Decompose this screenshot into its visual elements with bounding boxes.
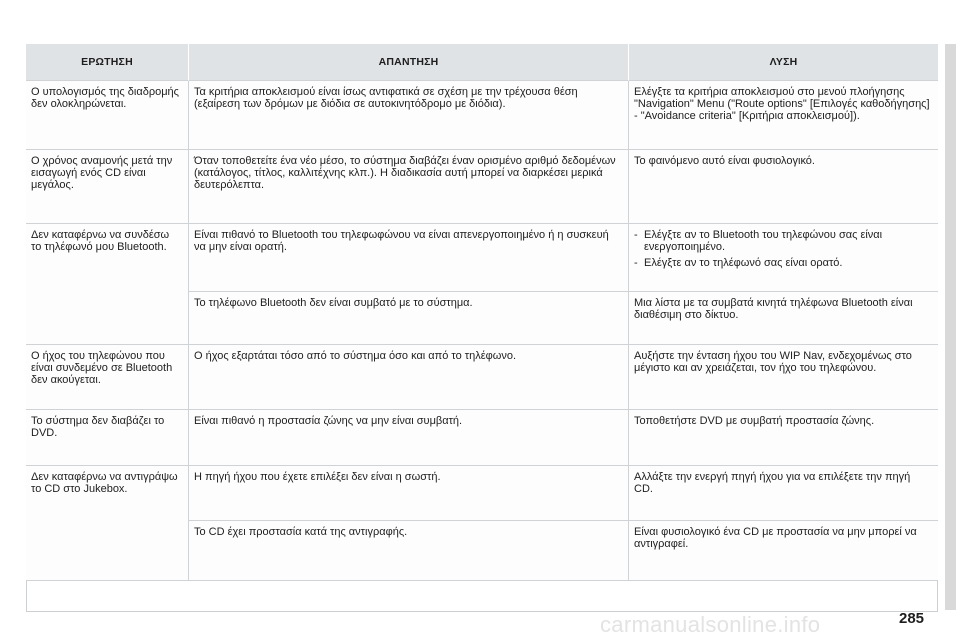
question-cell: Δεν καταφέρνω να συνδέσω το τηλέφωνό μου Bluetooth. (26, 224, 189, 345)
faq-table (26, 44, 938, 581)
question-cell: Δεν καταφέρνω να αντιγράψω το CD στο Jukebox. (26, 466, 189, 581)
solution-cell: Είναι φυσιολογικό ένα CD με προστασία να μην μπορεί να αντιγραφεί. (629, 521, 938, 581)
solution-cell: Μια λίστα με τα συμβατά κινητά τηλέφωνα Bluetooth είναι διαθέσιμη στο δίκτυο. (629, 292, 938, 345)
answer-cell: Όταν τοποθετείτε ένα νέο μέσο, το σύστημα διαβάζει έναν ορισμένο αριθμό δεδομένων (κατάλογος, τίτλος, καλλιτέχνης κλπ.). Η διαδικασία αυτή μπορεί να διαρκέσει μερικά δευτερόλεπτα. (189, 150, 629, 224)
solution-cell (629, 224, 938, 292)
question-cell: Ο υπολογισμός της διαδρομής δεν ολοκληρώνεται. (26, 81, 189, 150)
table-header-row (26, 44, 938, 81)
table-row (26, 224, 938, 292)
watermark: carmanualsonline.info (600, 612, 821, 637)
question-cell: Ο ήχος του τηλεφώνου που είναι συνδεμένο σε Bluetooth δεν ακούγεται. (26, 345, 189, 410)
solution-cell: Αλλάξτε την ενεργή πηγή ήχου για να επιλέξετε την πηγή CD. (629, 466, 938, 521)
header-solution: ΛΥΣΗ (629, 44, 938, 81)
page-edge-band (945, 44, 956, 610)
table-row (26, 150, 938, 224)
page-number: 285 (899, 610, 925, 627)
answer-cell: Ο ήχος εξαρτάται τόσο από το σύστημα όσο και από το τηλέφωνο. (189, 345, 629, 410)
answer-cell: Είναι πιθανό η προστασία ζώνης να μην είναι συμβατή. (189, 410, 629, 466)
answer-cell: Είναι πιθανό το Bluetooth του τηλεφωφώνου να είναι απενεργοποιημένο ή η συσκευή να μην είναι ορατή. (189, 224, 629, 292)
answer-cell: Τα κριτήρια αποκλεισμού είναι ίσως αντιφατικά σε σχέση με την τρέχουσα θέση (εξαίρεση των δρόμων με διόδια σε αυτοκινητόδρομο με διόδια). (189, 81, 629, 150)
solution-cell: Τοποθετήστε DVD με συμβατή προστασία ζώνης. (629, 410, 938, 466)
answer-cell: Το CD έχει προστασία κατά της αντιγραφής. (189, 521, 629, 581)
answer-cell: Το τηλέφωνο Bluetooth δεν είναι συμβατό με το σύστημα. (189, 292, 629, 345)
solution-list (634, 229, 932, 269)
table-row (26, 345, 938, 410)
solution-cell: Ελέγξτε τα κριτήρια αποκλεισμού στο μενού πλοήγησης "Navigation" Menu ("Route options" [Επιλογές καθοδήγησης] - "Avoidance criteria" [Κριτήρια αποκλεισμού]). (629, 81, 938, 150)
solution-cell: Το φαινόμενο αυτό είναι φυσιολογικό. (629, 150, 938, 224)
table-row (26, 410, 938, 466)
table-row (26, 466, 938, 521)
list-item: - Ελέγξτε αν το Bluetooth του τηλεφώνου σας είναι ενεργοποιημένο. (634, 229, 932, 253)
question-cell: Το σύστημα δεν διαβάζει το DVD. (26, 410, 189, 466)
question-cell: Ο χρόνος αναμονής μετά την εισαγωγή ενός CD είναι μεγάλος. (26, 150, 189, 224)
solution-cell: Αυξήστε την ένταση ήχου του WIP Nav, ενδεχομένως στο μέγιστο και αν χρειάζεται, τον ήχο του τηλεφώνου. (629, 345, 938, 410)
header-answer: ΑΠΑΝΤΗΣΗ (189, 44, 629, 81)
answer-cell: Η πηγή ήχου που έχετε επιλέξει δεν είναι η σωστή. (189, 466, 629, 521)
header-question: ΕΡΩΤΗΣΗ (26, 44, 189, 81)
list-item: - Ελέγξτε αν το τηλέφωνό σας είναι ορατό. (634, 257, 932, 269)
table-row (26, 81, 938, 150)
